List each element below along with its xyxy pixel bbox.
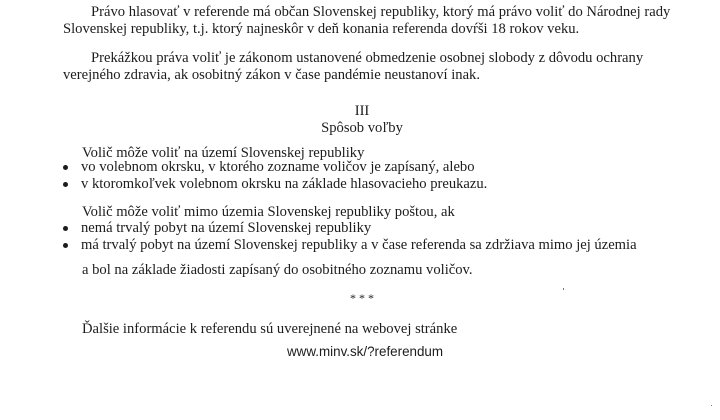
para2-line1: Prekážkou práva voliť je zákonom ustanovené obmedzenie osobnej slobody z dôvodu ochrany (91, 50, 644, 66)
scan-speck (711, 405, 712, 406)
more-info-url[interactable]: www.minv.sk/?referendum (287, 344, 444, 359)
scan-speck (563, 288, 564, 290)
section-title: Spôsob voľby (321, 120, 403, 136)
territory-intro: Volič môže voliť na území Slovenskej republiky (82, 145, 365, 161)
section-number: III (354, 103, 370, 119)
abroad-item: má trvalý pobyt na území Slovenskej republiky a v čase referenda sa zdržiava mimo jej územia (81, 237, 637, 253)
more-info-text: Ďalšie informácie k referendu sú uverejnené na webovej stránke (82, 321, 458, 337)
para2-line2: verejného zdravia, ak osobitný zákon v čase pandémie neustanoví inak. (63, 67, 480, 83)
bullet-marker (63, 237, 71, 254)
separator-asterisks: * * * (350, 291, 374, 305)
abroad-intro: Volič môže voliť mimo územia Slovenskej republiky poštou, ak (82, 204, 455, 220)
bullet-marker (63, 176, 71, 193)
para1-line2: Slovenskej republiky, t.j. ktorý najneskôr v deň konania referenda dovŕši 18 rokov veku. (63, 21, 580, 37)
abroad-item: nemá trvalý pobyt na území Slovenskej republiky (81, 220, 372, 236)
bullet-marker (63, 159, 71, 176)
territory-item: v ktoromkoľvek volebnom okrsku na základe hlasovacieho preukazu. (81, 176, 488, 192)
bullet-marker (63, 220, 71, 237)
para1-line1: Právo hlasovať v referende má občan Slovenskej republiky, ktorý má právo voliť do Národnej rady (91, 4, 671, 20)
abroad-continuation: a bol na základe žiadosti zapísaný do osobitného zoznamu voličov. (82, 262, 473, 278)
territory-item: vo volebnom okrsku, v ktorého zozname voličov je zapísaný, alebo (81, 159, 475, 175)
